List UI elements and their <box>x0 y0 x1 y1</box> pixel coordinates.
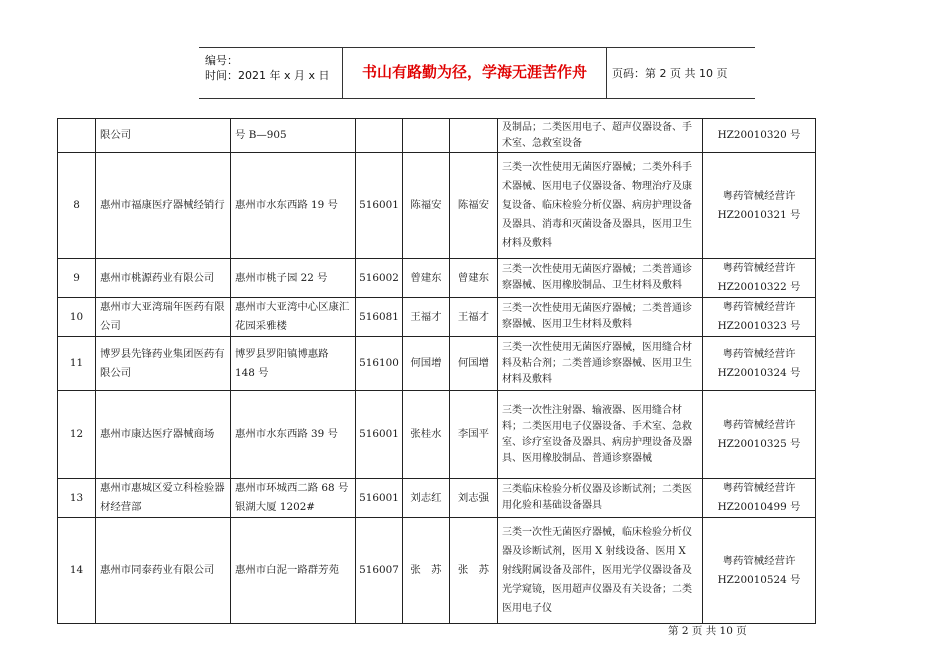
table-row <box>58 259 816 298</box>
company-name: 限公司 <box>96 119 231 153</box>
table-row <box>58 337 816 391</box>
business-scope: 三类一次性使用无菌医疗器械，医用缝合材料及粘合剂；二类普通诊察器械、医用卫生材料及敷料 <box>498 337 703 391</box>
responsible-person: 何国增 <box>450 337 498 391</box>
row-number <box>58 119 96 153</box>
legal-representative: 张 苏 <box>403 518 450 624</box>
row-number: 13 <box>58 479 96 518</box>
legal-representative: 何国增 <box>403 337 450 391</box>
license-number: 粤药管械经营许 HZ20010499 号 <box>703 479 816 518</box>
row-number: 11 <box>58 337 96 391</box>
table-row <box>58 298 816 337</box>
row-number: 14 <box>58 518 96 624</box>
company-name: 博罗县先锋药业集团医药有限公司 <box>96 337 231 391</box>
distributor-table <box>57 118 816 624</box>
row-number: 9 <box>58 259 96 298</box>
table-row <box>58 153 816 259</box>
legal-representative <box>403 119 450 153</box>
license-number: HZ20010320 号 <box>703 119 816 153</box>
row-number: 8 <box>58 153 96 259</box>
company-name: 惠州市康达医疗器械商场 <box>96 391 231 479</box>
table-row <box>58 119 816 153</box>
responsible-person: 曾建东 <box>450 259 498 298</box>
license-number: 粤药管械经营许 HZ20010322 号 <box>703 259 816 298</box>
table-row <box>58 518 816 624</box>
legal-representative: 王福才 <box>403 298 450 337</box>
document-number-label: 编号： <box>205 54 238 67</box>
license-number: 粤药管械经营许 HZ20010325 号 <box>703 391 816 479</box>
legal-representative: 刘志红 <box>403 479 450 518</box>
business-scope: 三类一次性使用无菌医疗器械；二类外科手术器械、医用电子仪器设备、物理治疗及康复设备、临床检验分析仪器、病房护理设备及器具、消毒和灭菌设备及器具，医用卫生材料及敷料 <box>498 153 703 259</box>
document-time-label: 时间：2021 年 x 月 x 日 <box>205 69 330 82</box>
business-scope: 三类一次性无菌医疗器械，临床检验分析仪器及诊断试剂，医用 X 射线设备、医用 X 射线附属设备及部件，医用光学仪器设备及光学窥镜，医用超声仪器及有关设备；二类医用电子仪 <box>498 518 703 624</box>
row-number: 10 <box>58 298 96 337</box>
page-footer: 第 2 页 共 10 页 <box>668 625 747 637</box>
page-number-label: 页码：第 2 页 共 10 页 <box>612 67 728 80</box>
legal-representative: 曾建东 <box>403 259 450 298</box>
postal-code: 516081 <box>356 298 403 337</box>
postal-code: 516001 <box>356 153 403 259</box>
business-scope: 三类一次性使用无菌医疗器械；二类普通诊察器械、医用橡胶制品、卫生材料及敷料 <box>498 259 703 298</box>
responsible-person: 张 苏 <box>450 518 498 624</box>
row-number: 12 <box>58 391 96 479</box>
company-name: 惠州市福康医疗器械经销行 <box>96 153 231 259</box>
postal-code: 516001 <box>356 479 403 518</box>
header-page-cell <box>607 48 755 98</box>
company-name: 惠州市桃源药业有限公司 <box>96 259 231 298</box>
table-row <box>58 479 816 518</box>
license-number: 粤药管械经营许 HZ20010323 号 <box>703 298 816 337</box>
legal-representative: 张桂水 <box>403 391 450 479</box>
responsible-person: 王福才 <box>450 298 498 337</box>
company-name: 惠州市同泰药业有限公司 <box>96 518 231 624</box>
company-address: 惠州市水东西路 19 号 <box>231 153 356 259</box>
business-scope: 三类临床检验分析仪器及诊断试剂；二类医用化验和基础设备器具 <box>498 479 703 518</box>
header-meta-cell <box>199 48 343 98</box>
company-name: 惠州市大亚湾瑞年医药有限公司 <box>96 298 231 337</box>
company-name: 惠州市惠城区爱立科检验器材经营部 <box>96 479 231 518</box>
postal-code: 516007 <box>356 518 403 624</box>
legal-representative: 陈福安 <box>403 153 450 259</box>
postal-code <box>356 119 403 153</box>
motto-text: 书山有路勤为径，学海无涯苦作舟 <box>361 63 587 81</box>
postal-code: 516002 <box>356 259 403 298</box>
company-address: 惠州市环城西二路 68 号银湖大厦 1202# <box>231 479 356 518</box>
postal-code: 516100 <box>356 337 403 391</box>
responsible-person <box>450 119 498 153</box>
responsible-person: 刘志强 <box>450 479 498 518</box>
responsible-person: 李国平 <box>450 391 498 479</box>
company-address: 惠州市水东西路 39 号 <box>231 391 356 479</box>
responsible-person: 陈福安 <box>450 153 498 259</box>
company-address: 号 B—905 <box>231 119 356 153</box>
license-number: 粤药管械经营许 HZ20010524 号 <box>703 518 816 624</box>
page-header <box>199 47 755 99</box>
license-number: 粤药管械经营许 HZ20010324 号 <box>703 337 816 391</box>
table-row <box>58 391 816 479</box>
company-address: 惠州市桃子园 22 号 <box>231 259 356 298</box>
license-number: 粤药管械经营许 HZ20010321 号 <box>703 153 816 259</box>
business-scope: 及制品；二类医用电子、超声仪器设备、手术室、急救室设备 <box>498 119 703 153</box>
postal-code: 516001 <box>356 391 403 479</box>
business-scope: 三类一次性使用无菌医疗器械；二类普通诊察器械、医用卫生材料及敷料 <box>498 298 703 337</box>
header-motto-cell <box>343 48 607 98</box>
company-address: 惠州市白泥一路群芳苑 <box>231 518 356 624</box>
business-scope: 三类一次性注射器、输液器、医用缝合材料；二类医用电子仪器设备、手术室、急救室、诊疗室设备及器具、病房护理设备及器具、医用橡胶制品、普通诊察器械 <box>498 391 703 479</box>
company-address: 惠州市大亚湾中心区康汇花园采雅楼 <box>231 298 356 337</box>
company-address: 博罗县罗阳镇博惠路 148 号 <box>231 337 356 391</box>
